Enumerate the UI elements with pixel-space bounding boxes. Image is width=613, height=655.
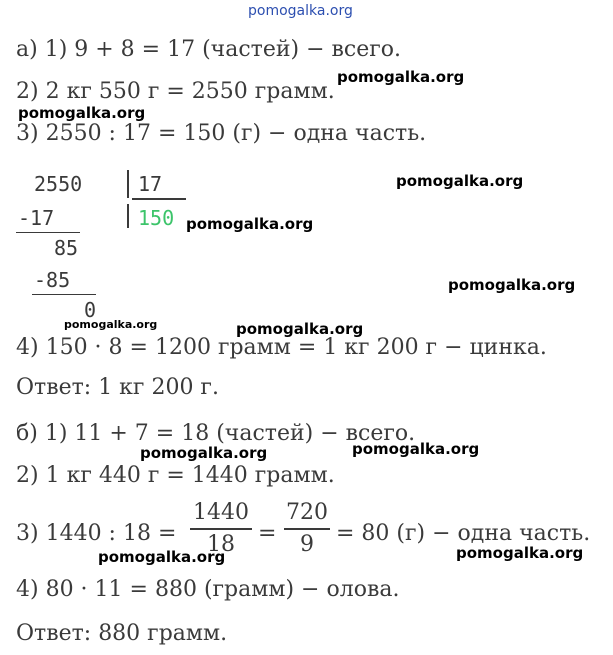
part-b-line-1: б) 1) 11 + 7 = 18 (частей) − всего. [16, 421, 416, 446]
fraction-denominator: 9 [300, 531, 314, 557]
underline-1 [16, 232, 80, 233]
subtract-1: -17 [18, 206, 55, 230]
quotient: 150 [138, 206, 175, 230]
watermark: pomogalka.org [396, 172, 524, 190]
watermark: pomogalka.org [456, 544, 584, 562]
fraction-numerator: 720 [286, 500, 328, 525]
part-a-answer: Ответ: 1 кг 200 г. [16, 375, 219, 400]
fraction-720-9 [284, 500, 330, 558]
watermark: pomogalka.org [140, 444, 268, 462]
divisor-underline [132, 198, 186, 200]
equals-sign: = [258, 521, 277, 546]
watermark-top: pomogalka.org [248, 3, 353, 19]
watermark: pomogalka.org [18, 104, 146, 122]
fraction-bar [284, 528, 330, 530]
part-b-line-4: 4) 80 · 11 = 880 (грамм) − олова. [16, 577, 400, 602]
fraction-bar [190, 528, 252, 530]
watermark-small: pomogalka.org [64, 318, 158, 331]
watermark: pomogalka.org [352, 440, 480, 458]
watermark: pomogalka.org [186, 215, 314, 233]
watermark: pomogalka.org [98, 548, 226, 566]
remainder-2: 0 [84, 298, 97, 322]
watermark: pomogalka.org [337, 68, 465, 86]
remainder-1: 85 [54, 236, 79, 260]
watermark: pomogalka.org [448, 276, 576, 294]
subtract-2: -85 [34, 268, 71, 292]
part-b-line-3-prefix: 3) 1440 : 18 = [16, 521, 177, 546]
fraction-numerator: 1440 [193, 500, 249, 525]
fraction-denominator: 18 [207, 531, 235, 557]
division-vertical-bar-2 [127, 204, 129, 228]
part-a-line-1: а) 1) 9 + 8 = 17 (частей) − всего. [16, 37, 401, 62]
division-vertical-bar [127, 170, 129, 198]
watermark: pomogalka.org [236, 320, 364, 338]
underline-2 [32, 294, 96, 295]
divisor: 17 [138, 172, 163, 196]
part-b-line-2: 2) 1 кг 440 г = 1440 грамм. [16, 463, 335, 488]
part-a-line-3: 3) 2550 : 17 = 150 (г) − одна часть. [16, 121, 427, 146]
part-b-answer: Ответ: 880 грамм. [16, 621, 228, 646]
dividend: 2550 [34, 172, 83, 196]
part-a-line-2: 2) 2 кг 550 г = 2550 грамм. [16, 79, 335, 104]
part-a-line-4: 4) 150 · 8 = 1200 грамм = 1 кг 200 г − цинка. [16, 335, 547, 360]
part-b-line-3-suffix: = 80 (г) − одна часть. [336, 521, 591, 546]
